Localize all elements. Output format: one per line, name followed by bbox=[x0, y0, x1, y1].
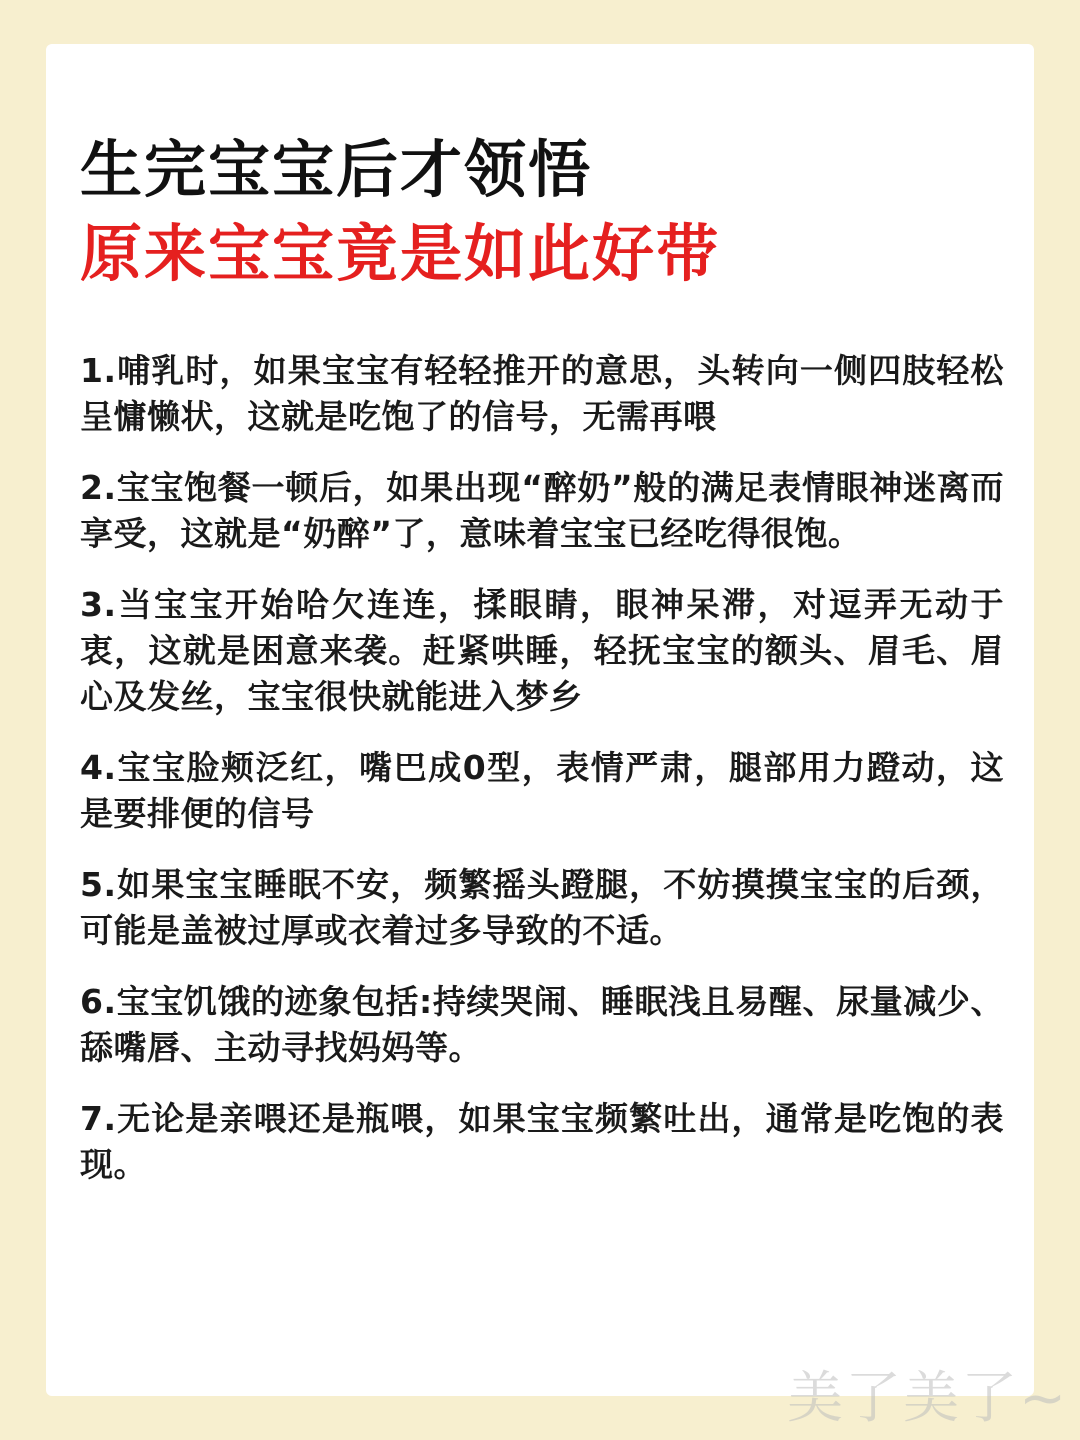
page-title bbox=[80, 128, 1004, 296]
watermark: 美了美了~ bbox=[787, 1366, 1068, 1431]
title-line-1: 生完宝宝后才领悟 bbox=[80, 133, 593, 206]
tip-item-5: 5.如果宝宝睡眠不安，频繁摇头蹬腿，不妨摸摸宝宝的后颈，可能是盖被过厚或衣着过多导致的不适。 bbox=[80, 865, 1004, 950]
tip-item-2: 2.宝宝饱餐一顿后，如果出现“醉奶”般的满足表情眼神迷离而享受，这就是“奶醉”了，意味着宝宝已经吃得很饱。 bbox=[80, 468, 1004, 553]
content-card bbox=[46, 44, 1034, 1396]
tip-item-6: 6.宝宝饥饿的迹象包括:持续哭闹、睡眠浅且易醒、尿量减少、舔嘴唇、主动寻找妈妈等。 bbox=[80, 982, 1004, 1067]
tip-item-1: 1.哺乳时，如果宝宝有轻轻推开的意思，头转向一侧四肢轻松呈慵懒状，这就是吃饱了的信号，无需再喂 bbox=[80, 351, 1004, 436]
tip-item-3: 3.当宝宝开始哈欠连连，揉眼睛，眼神呆滞，对逗弄无动于衷，这就是困意来袭。赶紧哄睡，轻抚宝宝的额头、眉毛、眉心及发丝，宝宝很快就能进入梦乡 bbox=[80, 585, 1004, 716]
tip-item-4: 4.宝宝脸颊泛红，嘴巴成0型，表情严肃，腿部用力蹬动，这是要排便的信号 bbox=[80, 748, 1004, 833]
tip-item-7: 7.无论是亲喂还是瓶喂，如果宝宝频繁吐出，通常是吃饱的表现。 bbox=[80, 1099, 1004, 1184]
title-line-2: 原来宝宝竟是如此好带 bbox=[80, 217, 721, 290]
tips-list bbox=[80, 348, 1004, 1188]
